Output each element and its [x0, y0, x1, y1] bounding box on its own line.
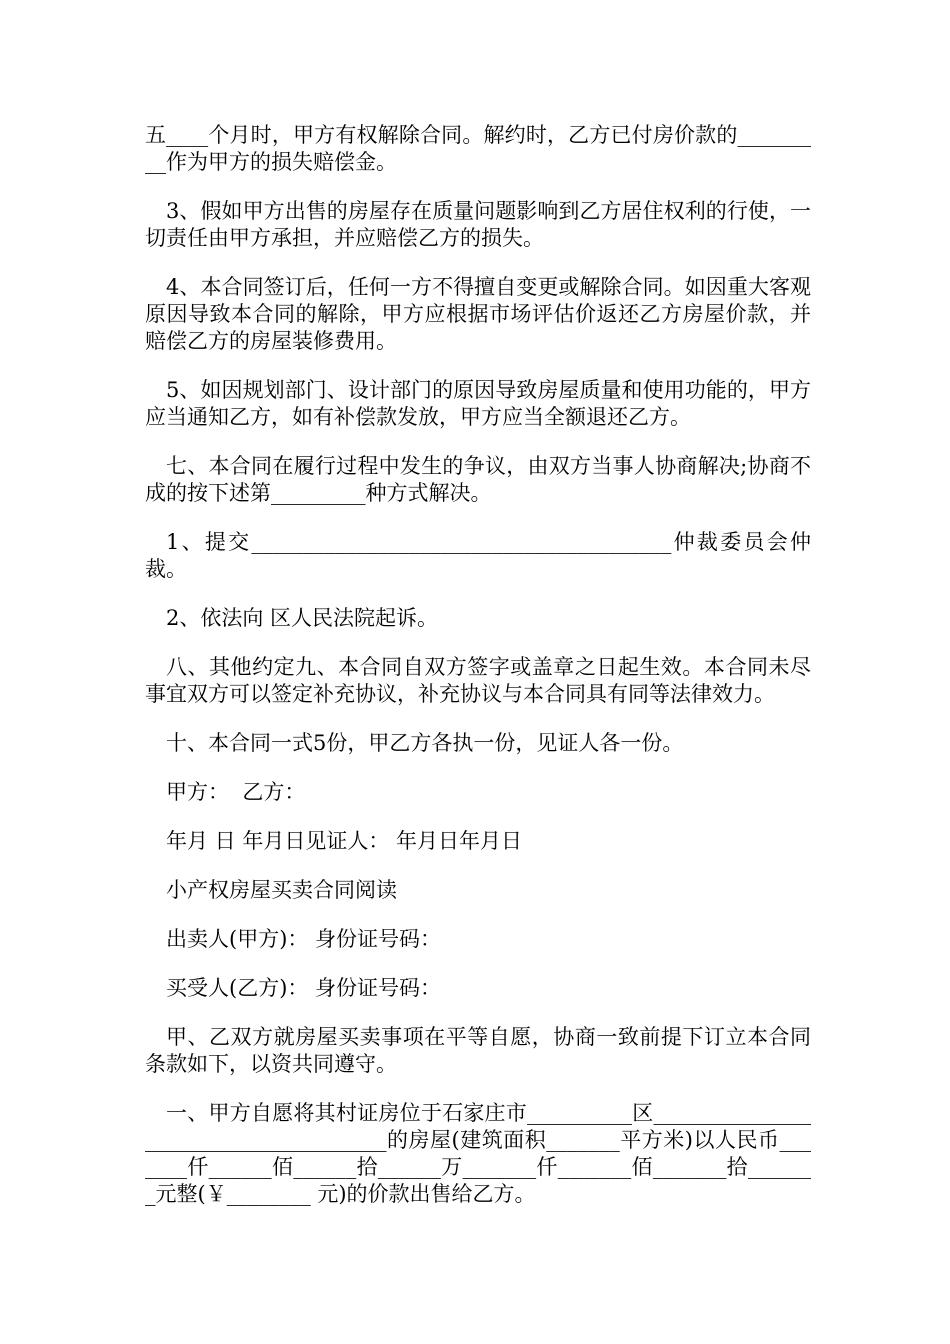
paragraph-dates-witness: 年月 日 年月日见证人： 年月日年月日 — [166, 829, 523, 853]
paragraph-no-unilateral-change: 4、本合同签订后，任何一方不得擅自变更或解除合同。如因重大客观原因导致本合同的解除，甲方应根据市场评估价返还乙方房屋价款，并赔偿乙方的房屋装修费用。 — [145, 275, 811, 353]
paragraph-other-terms: 八、其他约定九、本合同自双方签字或盖章之日起生效。本合同未尽事宜双方可以签定补充协议，补充协议与本合同具有同等法律效力。 — [145, 655, 811, 706]
paragraph-parties-signature: 甲方： 乙方： — [166, 780, 306, 804]
paragraph-seller: 出卖人(甲方)： 身份证号码： — [166, 927, 442, 951]
paragraph-contract-title: 小产权房屋买卖合同阅读 — [166, 878, 397, 902]
paragraph-planning-compensation: 5、如因规划部门、设计部门的原因导致房屋质量和使用功能的，甲方应当通知乙方，如有补偿款发放，甲方应当全额退还乙方。 — [145, 378, 811, 429]
paragraph-termination-clause: 五____个月时，甲方有权解除合同。解约时，乙方已付房价款的_________作为甲方的损失赔偿金。 — [145, 123, 811, 174]
paragraph-quality-liability: 3、假如甲方出售的房屋存在质量问题影响到乙方居住权利的行使，一切责任由甲方承担，并应赔偿乙方的损失。 — [145, 199, 811, 250]
paragraph-sale-clause: 一、甲方自愿将其村证房位于石家庄市__________区______________________________________的房屋(建筑面积_______平方米)以人民币_______仟______佰______拾______万_______仟_______佰_______拾_______元整(￥________ 元)的价款出售给乙方。 — [145, 1101, 811, 1206]
document-page — [145, 122, 811, 1230]
paragraph-copies: 十、本合同一式5份，甲乙方各执一份，见证人各一份。 — [166, 731, 684, 755]
paragraph-buyer: 买受人(乙方)： 身份证号码： — [166, 976, 442, 1000]
paragraph-dispute-resolution: 七、本合同在履行过程中发生的争议，由双方当事人协商解决;协商不成的按下述第_________种方式解决。 — [145, 454, 811, 505]
paragraph-preamble: 甲、乙双方就房屋买卖事项在平等自愿，协商一致前提下订立本合同条款如下，以资共同遵守。 — [145, 1025, 811, 1076]
paragraph-court: 2、依法向 区人民法院起诉。 — [166, 606, 439, 630]
paragraph-arbitration: 1、提交________________________________________仲裁委员会仲裁。 — [145, 530, 811, 581]
